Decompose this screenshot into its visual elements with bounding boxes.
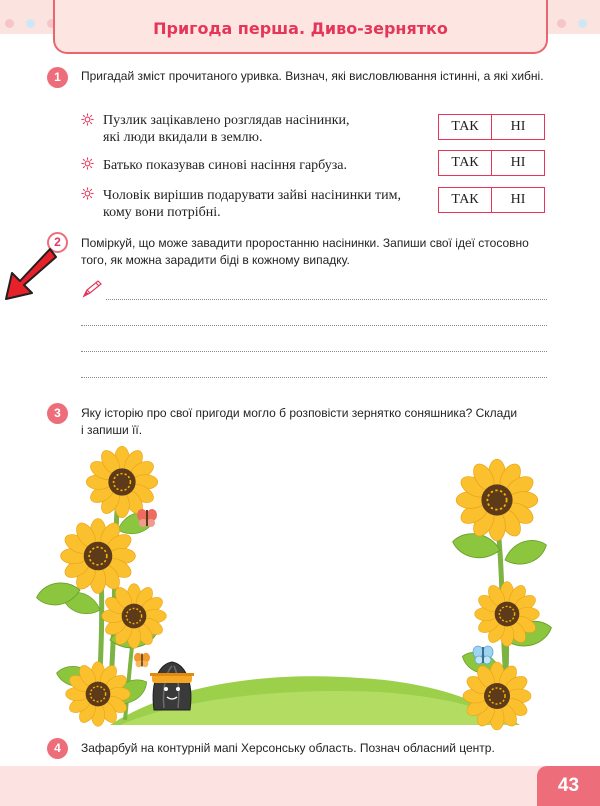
statement-1: Пузлик зацікавлено розглядав насінинки, які люди вкидали в землю. bbox=[103, 113, 350, 145]
task-2-prompt: Поміркуй, що може завадити проростанню насінинки. Запиши свої ідеї стосовно того, як можна зарадити біді в кожному випадку. bbox=[81, 236, 529, 267]
task-3-number: 3 bbox=[47, 403, 68, 424]
writing-line[interactable] bbox=[81, 377, 547, 378]
task-1-prompt: Пригадай зміст прочитаного уривка. Визнач, які висловлювання істинні, а які хибні. bbox=[81, 69, 544, 83]
task-4-prompt: Зафарбуй на контурній мапі Херсонську область. Познач обласний центр. bbox=[81, 741, 495, 755]
task-1-number: 1 bbox=[47, 67, 68, 88]
decor-dot bbox=[26, 19, 35, 28]
sun-star-icon bbox=[81, 187, 94, 200]
false-option[interactable]: НІ bbox=[510, 155, 526, 170]
decor-dot bbox=[5, 19, 14, 28]
task-3-prompt: Яку історію про свої пригоди могло б розповісти зернятко соняшника? Склади і запиши її. bbox=[81, 406, 518, 437]
butterfly-icon bbox=[473, 646, 493, 664]
butterfly-icon bbox=[137, 509, 157, 527]
footer-band bbox=[0, 766, 600, 806]
page-number: 43 bbox=[537, 766, 600, 806]
pencil-icon bbox=[81, 279, 103, 299]
statement-2: Батько показував синові насіння гарбуза. bbox=[103, 158, 347, 173]
sunflower-seed-character bbox=[150, 662, 194, 710]
task-4-number: 4 bbox=[47, 738, 68, 759]
true-option[interactable]: ТАК bbox=[439, 188, 492, 212]
red-arrow-icon bbox=[2, 245, 58, 303]
decor-dot bbox=[578, 19, 587, 28]
task-2-number: 2 bbox=[47, 232, 68, 253]
writing-line[interactable] bbox=[81, 351, 547, 352]
butterfly-icon bbox=[134, 653, 150, 667]
true-false-box-3 bbox=[438, 187, 545, 213]
writing-line[interactable] bbox=[81, 325, 547, 326]
false-option[interactable]: НІ bbox=[510, 119, 526, 134]
sun-star-icon bbox=[81, 113, 94, 126]
chapter-title: Пригода перша. Диво-зернятко bbox=[153, 19, 448, 38]
true-option[interactable]: ТАК bbox=[439, 151, 492, 175]
decor-dot bbox=[557, 19, 566, 28]
sun-star-icon bbox=[81, 157, 94, 170]
true-option[interactable]: ТАК bbox=[439, 115, 492, 139]
true-false-box-1 bbox=[438, 114, 545, 140]
writing-line[interactable] bbox=[106, 299, 547, 300]
sunflower-illustration bbox=[0, 440, 600, 740]
chapter-title-tab bbox=[53, 0, 548, 54]
true-false-box-2 bbox=[438, 150, 545, 176]
statement-3: Чоловік вирішив подарувати зайві насінинки тим, кому вони потрібні. bbox=[103, 188, 401, 220]
false-option[interactable]: НІ bbox=[510, 192, 526, 207]
